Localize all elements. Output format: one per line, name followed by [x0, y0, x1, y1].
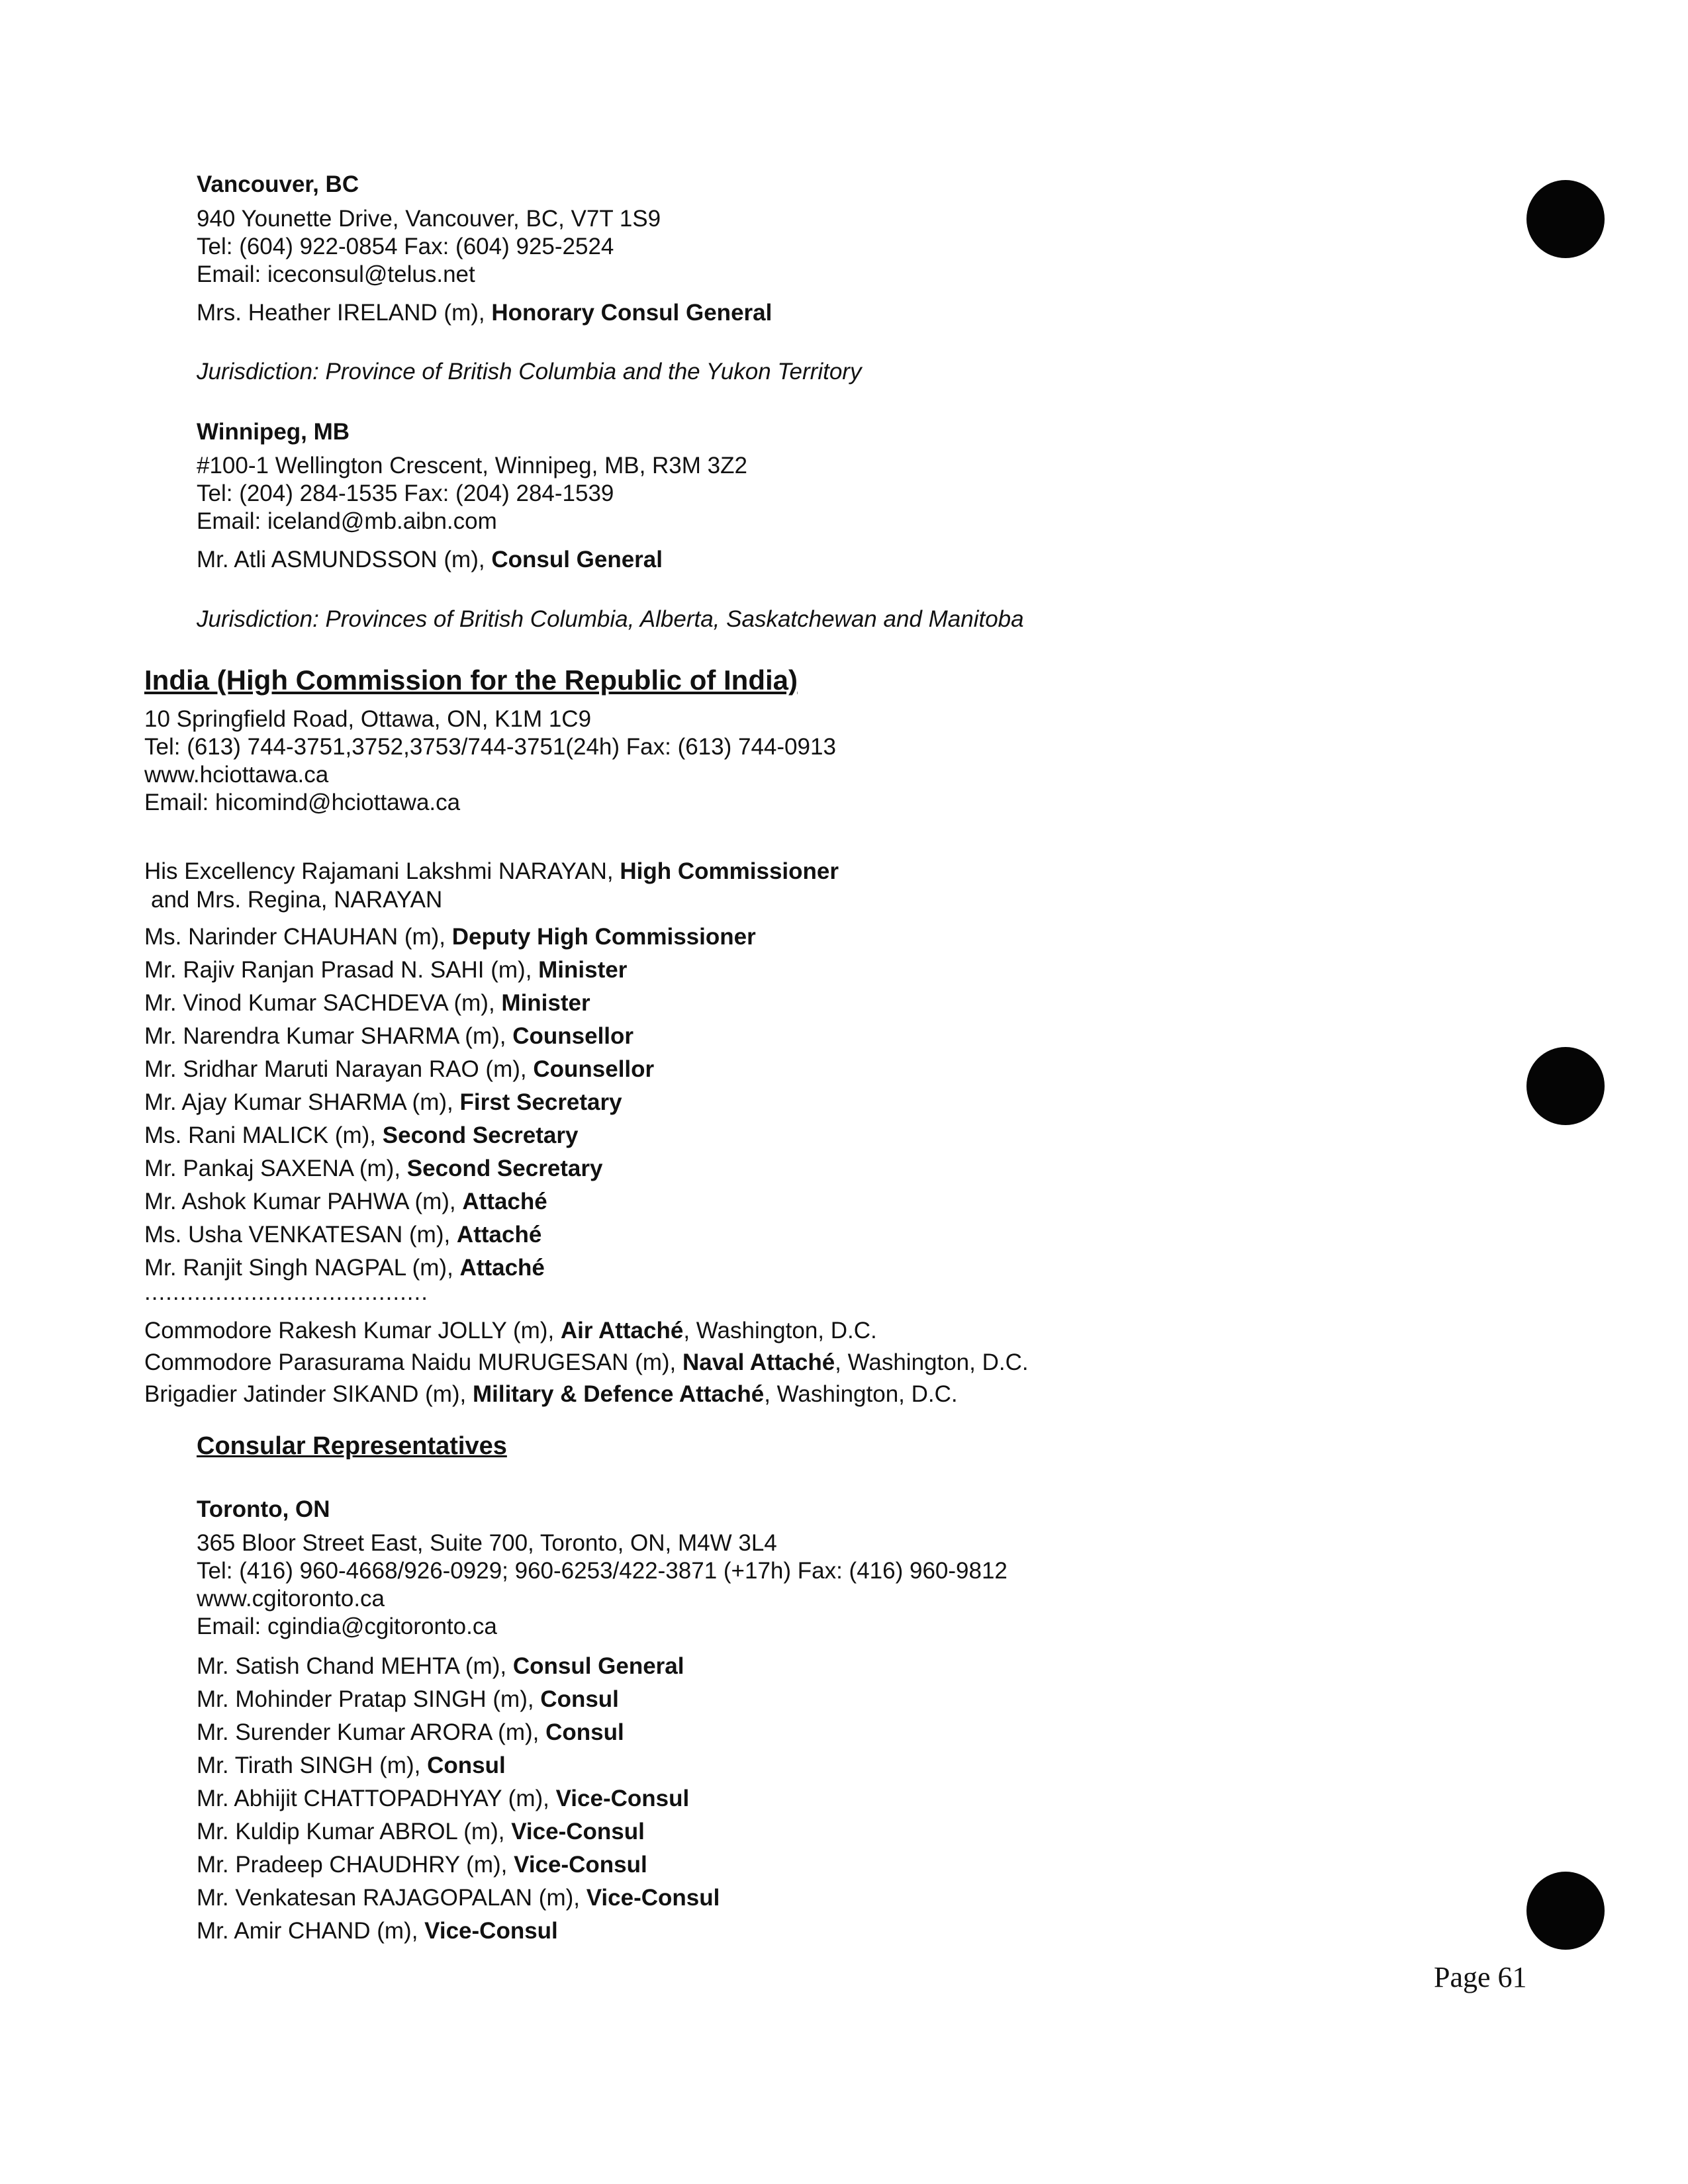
- consular-row: [197, 1752, 506, 1780]
- winnipeg-email: Email: iceland@mb.aibn.com: [197, 508, 497, 534]
- person-name: Mr. Sridhar Maruti Narayan RAO (m),: [144, 1056, 534, 1082]
- consular-heading: Consular Representatives: [197, 1432, 507, 1460]
- staff-row: [144, 1089, 622, 1116]
- person-name: Mr. Rajiv Ranjan Prasad N. SAHI (m),: [144, 957, 539, 983]
- toronto-city: Toronto, ON: [197, 1496, 330, 1522]
- person-name: Mr. Pradeep CHAUDHRY (m),: [197, 1852, 514, 1878]
- punch-hole-bottom: [1526, 1872, 1605, 1950]
- winnipeg-jurisdiction: Jurisdiction: Provinces of British Columbia, Alberta, Saskatchewan and Manitoba: [197, 606, 1024, 632]
- vancouver-city: Vancouver, BC: [197, 171, 359, 197]
- winnipeg-person: [197, 546, 663, 574]
- person-title: Counsellor: [533, 1056, 655, 1082]
- winnipeg-tel: Tel: (204) 284-1535 Fax: (204) 284-1539: [197, 480, 614, 506]
- person-name: Mr. Vinod Kumar SACHDEVA (m),: [144, 990, 502, 1016]
- attache-row: [144, 1349, 1029, 1377]
- person-title: Vice-Consul: [555, 1786, 690, 1811]
- person-name: Ms. Narinder CHAUHAN (m),: [144, 924, 452, 950]
- page-number: Page 61: [1434, 1961, 1527, 1993]
- person-title: Vice-Consul: [514, 1852, 647, 1878]
- vancouver-email: Email: iceconsul@telus.net: [197, 261, 475, 287]
- person-title: Vice-Consul: [511, 1819, 645, 1844]
- vancouver-person: [197, 299, 772, 327]
- person-title: Consul: [545, 1719, 624, 1745]
- staff-row: [144, 1188, 547, 1216]
- person-title: First Secretary: [459, 1089, 622, 1115]
- india-web: www.hciottawa.ca: [144, 762, 329, 788]
- person-name: Mr. Narendra Kumar SHARMA (m),: [144, 1023, 513, 1049]
- winnipeg-address: #100-1 Wellington Crescent, Winnipeg, MB, R3M 3Z2: [197, 453, 747, 478]
- staff-row: [144, 956, 627, 984]
- toronto-address: 365 Bloor Street East, Suite 700, Toronto, ON, M4W 3L4: [197, 1530, 777, 1556]
- person-title: Second Secretary: [406, 1156, 603, 1181]
- person-location: , Washington, D.C.: [835, 1349, 1029, 1375]
- person-title: Naval Attaché: [682, 1349, 835, 1375]
- person-name: Mr. Tirath SINGH (m),: [197, 1752, 428, 1778]
- vancouver-tel: Tel: (604) 922-0854 Fax: (604) 925-2524: [197, 234, 614, 259]
- consular-row: [197, 1818, 645, 1846]
- person-title: Second Secretary: [382, 1122, 579, 1148]
- india-tel: Tel: (613) 744-3751,3752,3753/744-3751(24h) Fax: (613) 744-0913: [144, 734, 836, 760]
- person-name: Mr. Abhijit CHATTOPADHYAY (m),: [197, 1786, 556, 1811]
- toronto-tel: Tel: (416) 960-4668/926-0929; 960-6253/422-3871 (+17h) Fax: (416) 960-9812: [197, 1558, 1008, 1584]
- person-name: Commodore Rakesh Kumar JOLLY (m),: [144, 1318, 561, 1343]
- person-name: Ms. Rani MALICK (m),: [144, 1122, 383, 1148]
- staff-row: [144, 1056, 654, 1083]
- punch-hole-top: [1526, 180, 1605, 258]
- attache-row: [144, 1317, 877, 1345]
- person-name: Mr. Pankaj SAXENA (m),: [144, 1156, 407, 1181]
- staff-row: [144, 923, 756, 951]
- consular-row: [197, 1917, 558, 1945]
- person-name: Mr. Kuldip Kumar ABROL (m),: [197, 1819, 512, 1844]
- staff-row: [144, 1122, 578, 1150]
- india-address: 10 Springfield Road, Ottawa, ON, K1M 1C9: [144, 706, 592, 732]
- person-title: High Commissioner: [620, 858, 839, 884]
- high-commissioner: [144, 858, 839, 886]
- vancouver-jurisdiction: Jurisdiction: Province of British Columbia and the Yukon Territory: [197, 359, 862, 385]
- person-title: Attaché: [462, 1189, 547, 1214]
- consular-row: [197, 1686, 619, 1713]
- person-title: Counsellor: [512, 1023, 634, 1049]
- staff-row: [144, 1254, 545, 1282]
- winnipeg-city: Winnipeg, MB: [197, 419, 350, 445]
- person-title: Deputy High Commissioner: [451, 924, 756, 950]
- person-name: Commodore Parasurama Naidu MURUGESAN (m),: [144, 1349, 682, 1375]
- toronto-web: www.cgitoronto.ca: [197, 1586, 385, 1612]
- person-name: Mr. Venkatesan RAJAGOPALAN (m),: [197, 1885, 586, 1911]
- person-location: , Washington, D.C.: [683, 1318, 877, 1343]
- india-heading: India (High Commission for the Republic of India): [144, 664, 798, 696]
- person-title: Attaché: [459, 1255, 545, 1281]
- punch-hole-middle: [1526, 1047, 1605, 1125]
- attache-row: [144, 1381, 958, 1408]
- person-title: Consul General: [512, 1653, 684, 1679]
- person-title: Vice-Consul: [586, 1885, 720, 1911]
- person-title: Consul: [540, 1686, 619, 1712]
- person-name: Mrs. Heather IRELAND (m),: [197, 300, 492, 326]
- person-title: Consul General: [491, 547, 663, 572]
- person-name: Mr. Ajay Kumar SHARMA (m),: [144, 1089, 460, 1115]
- person-name: His Excellency Rajamani Lakshmi NARAYAN,: [144, 858, 620, 884]
- consular-row: [197, 1884, 720, 1912]
- person-name: Mr. Surender Kumar ARORA (m),: [197, 1719, 546, 1745]
- person-title: Minister: [538, 957, 628, 983]
- staff-row: [144, 1023, 633, 1050]
- toronto-email: Email: cgindia@cgitoronto.ca: [197, 1614, 497, 1639]
- person-name: Brigadier Jatinder SIKAND (m),: [144, 1381, 473, 1407]
- person-title: Military & Defence Attaché: [472, 1381, 765, 1407]
- consular-row: [197, 1851, 647, 1879]
- person-name: Mr. Atli ASMUNDSSON (m),: [197, 547, 492, 572]
- staff-row: [144, 1155, 603, 1183]
- person-name: Mr. Satish Chand MEHTA (m),: [197, 1653, 513, 1679]
- dotted-separator: ........................................: [144, 1279, 428, 1305]
- person-name: Mr. Amir CHAND (m),: [197, 1918, 425, 1944]
- high-commissioner-spouse: and Mrs. Regina, NARAYAN: [151, 887, 443, 913]
- person-name: Mr. Ranjit Singh NAGPAL (m),: [144, 1255, 460, 1281]
- person-title: Consul: [427, 1752, 506, 1778]
- person-location: , Washington, D.C.: [764, 1381, 958, 1407]
- staff-row: [144, 989, 590, 1017]
- consular-row: [197, 1653, 684, 1680]
- person-title: Vice-Consul: [424, 1918, 558, 1944]
- vancouver-address: 940 Younette Drive, Vancouver, BC, V7T 1S9: [197, 206, 661, 232]
- person-name: Mr. Mohinder Pratap SINGH (m),: [197, 1686, 541, 1712]
- india-email: Email: hicomind@hciottawa.ca: [144, 790, 461, 815]
- person-name: Ms. Usha VENKATESAN (m),: [144, 1222, 457, 1248]
- person-title: Minister: [501, 990, 590, 1016]
- person-title: Honorary Consul General: [491, 300, 773, 326]
- person-title: Attaché: [456, 1222, 542, 1248]
- person-title: Air Attaché: [560, 1318, 684, 1343]
- person-name: Mr. Ashok Kumar PAHWA (m),: [144, 1189, 463, 1214]
- consular-row: [197, 1719, 624, 1747]
- staff-row: [144, 1221, 541, 1249]
- consular-row: [197, 1785, 689, 1813]
